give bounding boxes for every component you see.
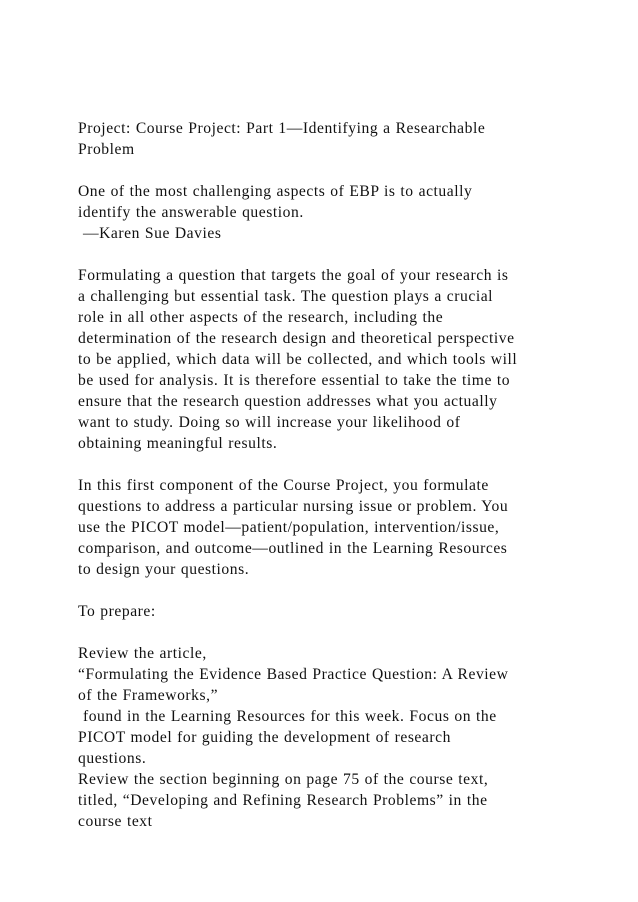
text-line: ensure that the research question addresses what you actually bbox=[78, 393, 498, 410]
text-line: to design your questions. bbox=[78, 561, 250, 578]
paragraph-gap bbox=[78, 580, 598, 601]
text-line: identify the answerable question. bbox=[78, 204, 304, 221]
text-line: One of the most challenging aspects of EBP is to actually bbox=[78, 183, 473, 200]
text-line: comparison, and outcome—outlined in the Learning Resources bbox=[78, 540, 508, 557]
prepare-heading: To prepare: bbox=[78, 603, 156, 620]
paragraph-component bbox=[78, 475, 598, 580]
paragraph-gap bbox=[78, 454, 598, 475]
text-line: course text bbox=[78, 813, 153, 830]
text-line: PICOT model for guiding the development of research bbox=[78, 729, 451, 746]
document-body bbox=[78, 118, 598, 832]
text-line: questions to address a particular nursing issue or problem. You bbox=[78, 498, 509, 515]
text-line: want to study. Doing so will increase your likelihood of bbox=[78, 414, 461, 431]
text-line: Review the section beginning on page 75 of the course text, bbox=[78, 771, 489, 788]
text-line: In this first component of the Course Project, you formulate bbox=[78, 477, 489, 494]
prepare-instructions bbox=[78, 643, 598, 832]
paragraph-gap bbox=[78, 244, 598, 265]
text-line: Formulating a question that targets the goal of your research is bbox=[78, 267, 509, 284]
text-line: a challenging but essential task. The question plays a crucial bbox=[78, 288, 494, 305]
text-line: found in the Learning Resources for this week. Focus on the bbox=[78, 708, 497, 725]
text-line: be used for analysis. It is therefore essential to take the time to bbox=[78, 372, 511, 389]
project-title bbox=[78, 118, 598, 160]
text-line: obtaining meaningful results. bbox=[78, 435, 278, 452]
text-line: determination of the research design and theoretical perspective bbox=[78, 330, 515, 347]
text-line: Problem bbox=[78, 141, 135, 158]
text-line: Review the article, bbox=[78, 645, 207, 662]
quote-attribution: —Karen Sue Davies bbox=[78, 225, 222, 242]
text-line: questions. bbox=[78, 750, 147, 767]
paragraph-gap bbox=[78, 622, 598, 643]
paragraph-gap bbox=[78, 160, 598, 181]
text-line: use the PICOT model—patient/population, intervention/issue, bbox=[78, 519, 500, 536]
text-line: “Formulating the Evidence Based Practice Question: A Review bbox=[78, 666, 509, 683]
text-line: Project: Course Project: Part 1—Identifying a Researchable bbox=[78, 120, 486, 137]
text-line: of the Frameworks,” bbox=[78, 687, 219, 704]
paragraph-intro bbox=[78, 265, 598, 454]
text-line: titled, “Developing and Refining Research Problems” in the bbox=[78, 792, 488, 809]
text-line: role in all other aspects of the research, including the bbox=[78, 309, 444, 326]
epigraph-quote bbox=[78, 181, 598, 244]
text-line: to be applied, which data will be collected, and which tools will bbox=[78, 351, 518, 368]
